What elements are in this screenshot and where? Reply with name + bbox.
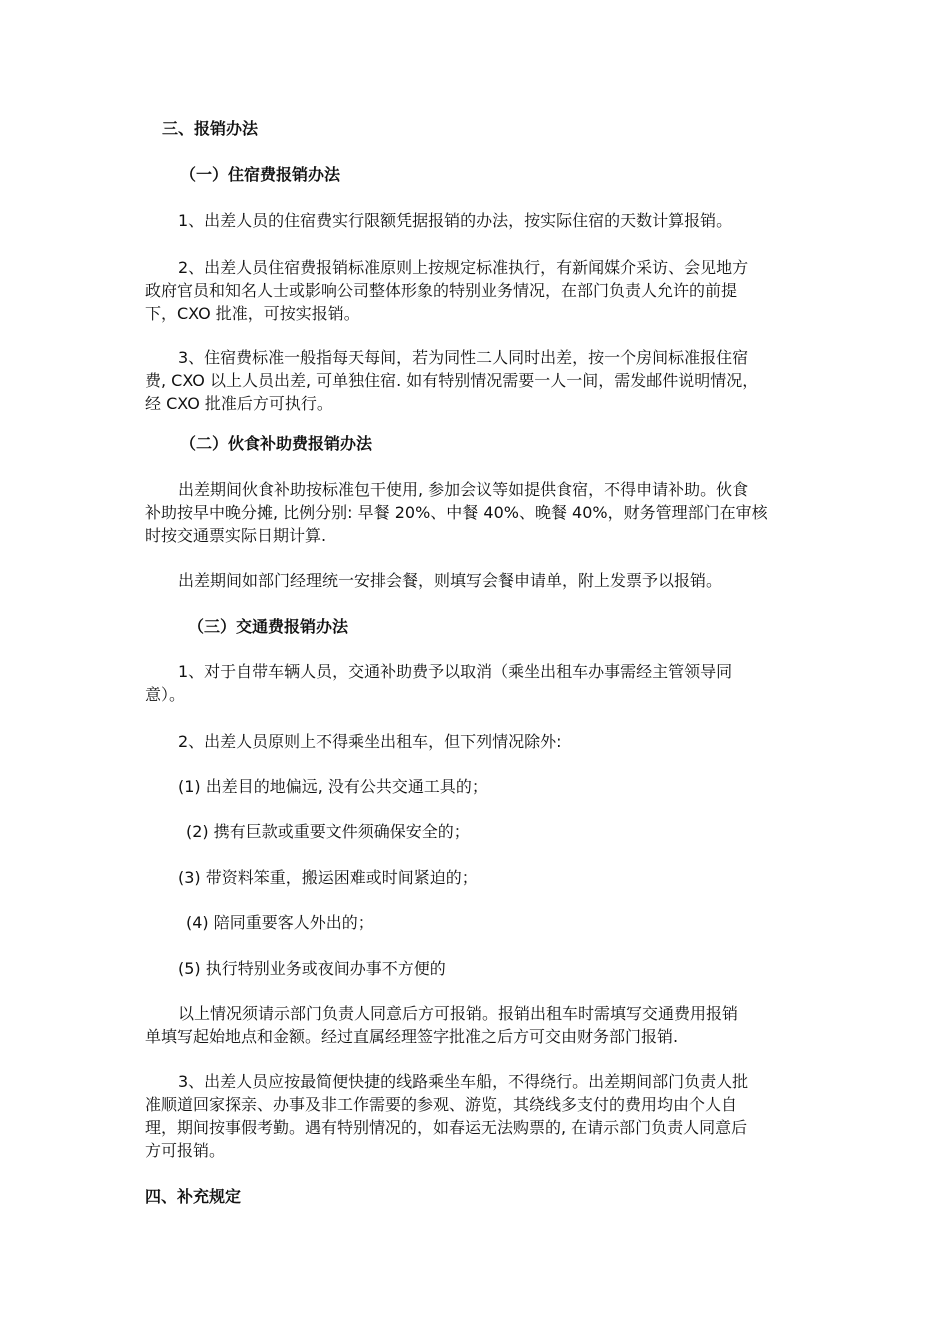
paragraph-line: 补助按早中晚分摊, 比例分别: 早餐 20%、中餐 40%、晚餐 40%，财务管理部门在审核 [145,503,768,522]
subheading-lodging: （一）住宿费报销办法 [180,165,341,184]
paragraph-lodging-3 [145,346,758,415]
paragraph-line: 3、出差人员应按最简便快捷的线路乘坐车船，不得绕行。出差期间部门负责人批 [178,1072,749,1091]
paragraph-line: 下，CXO 批准，可按实报销。 [145,304,360,323]
list-item-exception-1: (1) 出差目的地偏远, 没有公共交通工具的； [178,777,488,796]
paragraph-line: 意）。 [145,685,186,704]
subheading-transport: （三）交通费报销办法 [188,617,349,636]
paragraph-line: 1、对于自带车辆人员，交通补助费予以取消（乘坐出租车办事需经主管领导同 [178,662,733,681]
paragraph-line: 政府官员和知名人士或影响公司整体形象的特别业务情况，在部门负责人允许的前提 [145,281,738,300]
list-item-exception-4: (4) 陪同重要客人外出的； [186,913,374,932]
paragraph-transport-4 [145,1070,748,1162]
paragraph-line: 经 CXO 批准后方可执行。 [145,394,333,413]
paragraph-line: 费, CXO 以上人员出差, 可单独住宿. 如有特别情况需要一人一间，需发邮件说明情况， [145,371,759,390]
paragraph-line: 准顺道回家探亲、办事及非工作需要的参观、游览，其绕线多支付的费用均由个人自 [145,1095,738,1114]
subheading-meal-allowance: （二）伙食补助费报销办法 [180,434,373,453]
paragraph-transport-2: 2、出差人员原则上不得乘坐出租车，但下列情况除外: [178,732,562,751]
list-item-exception-2: (2) 携有巨款或重要文件须确保安全的； [186,822,470,841]
paragraph-lodging-1: 1、出差人员的住宿费实行限额凭据报销的办法，按实际住宿的天数计算报销。 [178,211,733,230]
paragraph-line: 3、住宿费标准一般指每天每间，若为同性二人同时出差，按一个房间标准报住宿 [178,348,749,367]
paragraph-line: 以上情况须请示部门负责人同意后方可报销。报销出租车时需填写交通费用报销 [178,1004,739,1023]
list-item-exception-5: (5) 执行特别业务或夜间办事不方便的 [178,959,446,978]
section-heading-reimbursement: 三、报销办法 [162,119,259,138]
paragraph-line: 方可报销。 [145,1141,226,1160]
paragraph-line: 理，期间按事假考勤。遇有特别情况的，如春运无法购票的, 在请示部门负责人同意后 [145,1118,748,1137]
paragraph-line: 出差期间伙食补助按标准包干使用, 参加会议等如提供食宿，不得申请补助。伙食 [178,480,749,499]
paragraph-transport-3 [145,1002,738,1048]
paragraph-transport-1 [145,660,732,706]
section-heading-supplementary: 四、补充规定 [145,1187,242,1206]
paragraph-line: 时按交通票实际日期计算. [145,526,327,545]
list-item-exception-3: (3) 带资料笨重，搬运困难或时间紧迫的； [178,868,478,887]
paragraph-line: 单填写起始地点和金额。经过直属经理签字批准之后方可交由财务部门报销. [145,1027,679,1046]
paragraph-meal-2: 出差期间如部门经理统一安排会餐，则填写会餐申请单，附上发票予以报销。 [178,571,723,590]
paragraph-line: 2、出差人员住宿费报销标准原则上按规定标准执行，有新闻媒介采访、会见地方 [178,258,749,277]
paragraph-lodging-2 [145,256,748,325]
paragraph-meal-1 [145,478,768,547]
